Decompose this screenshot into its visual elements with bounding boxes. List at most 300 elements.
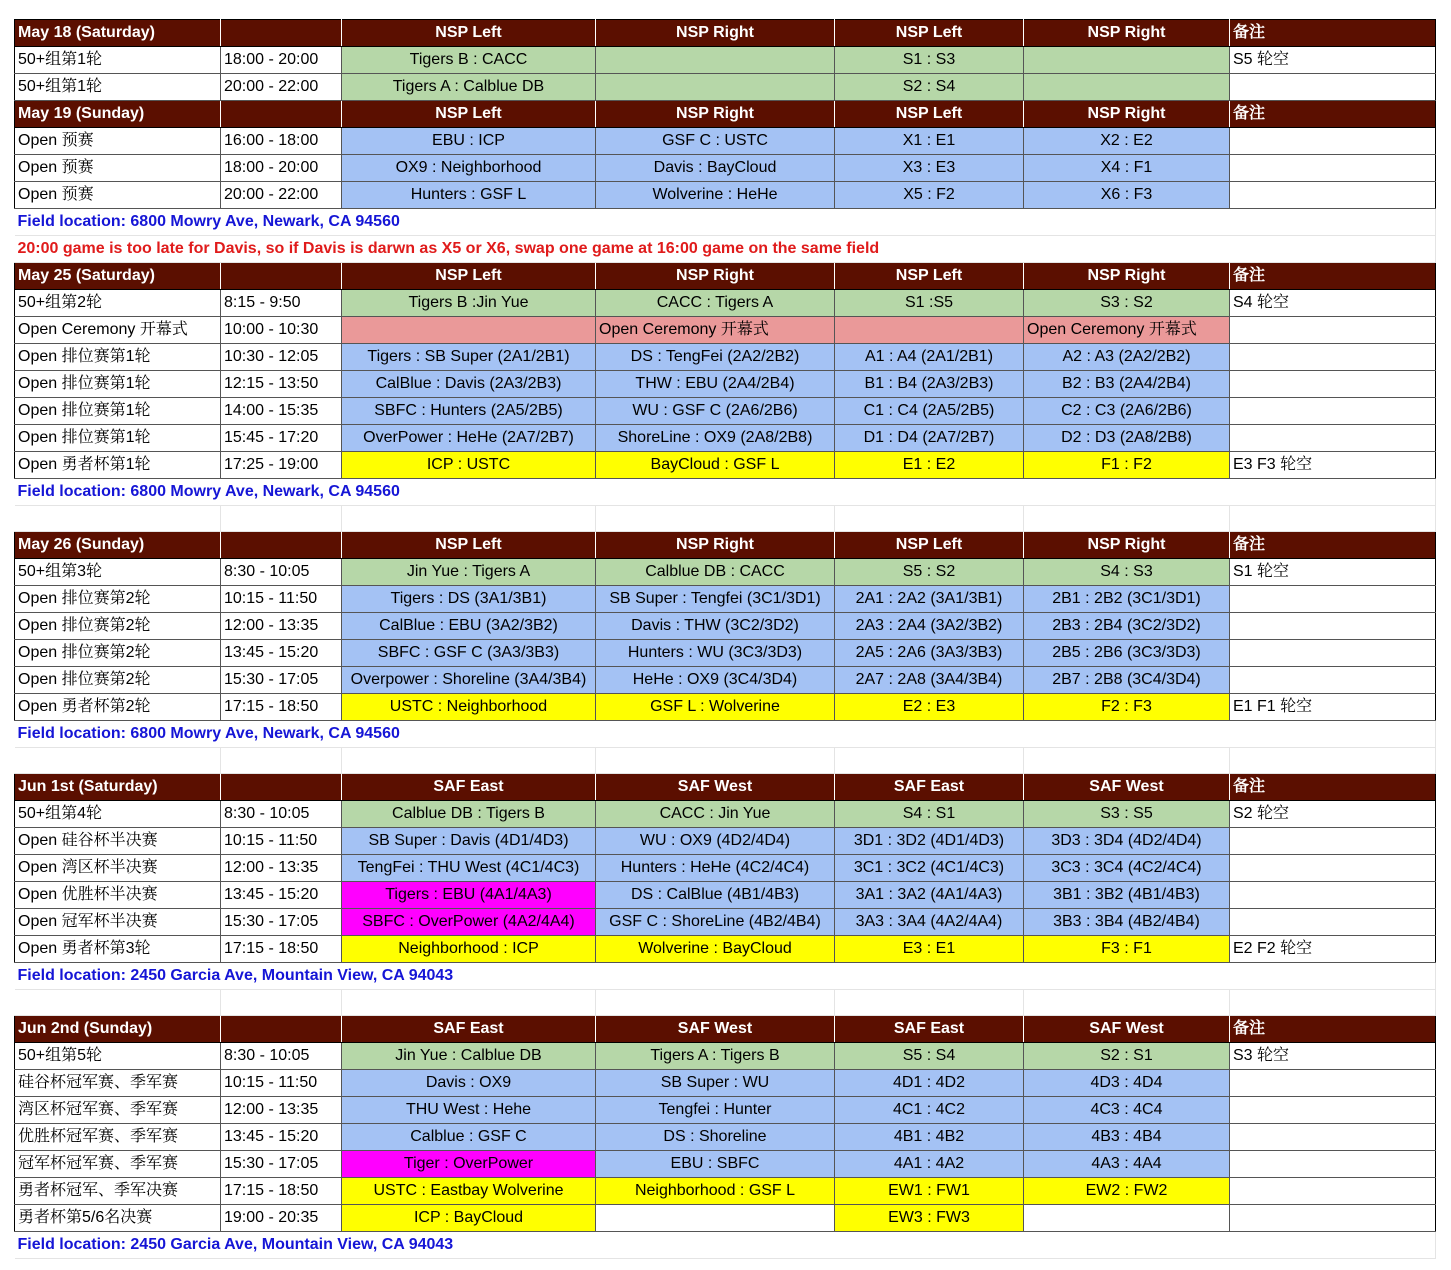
game-cell: DS : TengFei (2A2/2B2) (596, 344, 835, 371)
field-header: SAF West (596, 774, 835, 801)
field-header: SAF East (835, 1016, 1024, 1043)
game-cell: S4 : S3 (1024, 559, 1230, 586)
note-cell (1230, 828, 1436, 855)
time-cell: 18:00 - 20:00 (221, 155, 342, 182)
game-cell: Calblue : GSF C (342, 1124, 596, 1151)
field-header: NSP Left (835, 101, 1024, 128)
field-header: SAF East (342, 1016, 596, 1043)
time-cell: 16:00 - 18:00 (221, 128, 342, 155)
field-header: SAF West (1024, 774, 1230, 801)
field-header: NSP Right (1024, 263, 1230, 290)
game-cell: Calblue DB : Tigers B (342, 801, 596, 828)
time-cell: 19:00 - 20:35 (221, 1205, 342, 1232)
round-cell: Open 勇者杯第3轮 (15, 936, 221, 963)
match-row (15, 936, 1436, 963)
time-cell: 10:15 - 11:50 (221, 828, 342, 855)
field-header: SAF West (596, 1016, 835, 1043)
time-cell: 13:45 - 15:20 (221, 640, 342, 667)
match-row (15, 694, 1436, 721)
time-cell: 13:45 - 15:20 (221, 1124, 342, 1151)
match-row (15, 317, 1436, 344)
game-cell: F2 : F3 (1024, 694, 1230, 721)
game-cell: Hunters : HeHe (4C2/4C4) (596, 855, 835, 882)
day-title: Jun 2nd (Sunday) (15, 1016, 221, 1043)
match-row (15, 1043, 1436, 1070)
round-cell: 硅谷杯冠军赛、季军赛 (15, 1070, 221, 1097)
day-header-row (15, 774, 1436, 801)
note-cell: S1 轮空 (1230, 559, 1436, 586)
game-cell: SBFC : Hunters (2A5/2B5) (342, 398, 596, 425)
match-row (15, 344, 1436, 371)
field-location-text: Field location: 2450 Garcia Ave, Mountain View, CA 94043 (15, 1232, 1436, 1259)
empty-cell (596, 506, 835, 532)
match-row (15, 801, 1436, 828)
field-location-text: Field location: 2450 Garcia Ave, Mountain View, CA 94043 (15, 963, 1436, 990)
empty-cell (1024, 990, 1230, 1016)
empty-cell (342, 506, 596, 532)
game-cell: B1 : B4 (2A3/2B3) (835, 371, 1024, 398)
round-cell: Open 冠军杯半决赛 (15, 909, 221, 936)
game-cell: Tengfei : Hunter (596, 1097, 835, 1124)
time-cell: 10:30 - 12:05 (221, 344, 342, 371)
game-cell: Overpower : Shoreline (3A4/3B4) (342, 667, 596, 694)
notes-header: 备注 (1230, 263, 1436, 290)
round-cell: 湾区杯冠军赛、季军赛 (15, 1097, 221, 1124)
round-cell: Open 预赛 (15, 155, 221, 182)
field-header: NSP Left (342, 532, 596, 559)
field-header: NSP Right (596, 20, 835, 47)
round-cell: 勇者杯冠军、季军决赛 (15, 1178, 221, 1205)
game-cell: ICP : BayCloud (342, 1205, 596, 1232)
round-cell: Open 硅谷杯半决赛 (15, 828, 221, 855)
time-cell: 20:00 - 22:00 (221, 74, 342, 101)
match-row (15, 909, 1436, 936)
note-cell (1230, 317, 1436, 344)
empty-cell (1024, 748, 1230, 774)
game-cell: Neighborhood : GSF L (596, 1178, 835, 1205)
schedule-body (15, 20, 1436, 1259)
game-cell: DS : CalBlue (4B1/4B3) (596, 882, 835, 909)
note-cell (1230, 1178, 1436, 1205)
round-cell: Open 湾区杯半决赛 (15, 855, 221, 882)
time-cell: 15:30 - 17:05 (221, 909, 342, 936)
note-cell: E3 F3 轮空 (1230, 452, 1436, 479)
match-row (15, 586, 1436, 613)
match-row (15, 425, 1436, 452)
time-cell: 15:30 - 17:05 (221, 667, 342, 694)
empty-cell (342, 748, 596, 774)
schedule-table (14, 19, 1436, 1259)
game-cell: Davis : OX9 (342, 1070, 596, 1097)
game-cell: 2B5 : 2B6 (3C3/3D3) (1024, 640, 1230, 667)
time-cell: 12:00 - 13:35 (221, 1097, 342, 1124)
game-cell: S3 : S2 (1024, 290, 1230, 317)
game-cell: SB Super : WU (596, 1070, 835, 1097)
game-cell: 4B3 : 4B4 (1024, 1124, 1230, 1151)
note-cell: S2 轮空 (1230, 801, 1436, 828)
time-header (221, 774, 342, 801)
round-cell: Open 排位赛第1轮 (15, 398, 221, 425)
time-cell: 15:45 - 17:20 (221, 425, 342, 452)
game-cell: Neighborhood : ICP (342, 936, 596, 963)
day-title: May 26 (Sunday) (15, 532, 221, 559)
game-cell: GSF C : USTC (596, 128, 835, 155)
day-header-row (15, 263, 1436, 290)
field-location-row (15, 1232, 1436, 1259)
game-cell: SB Super : Davis (4D1/4D3) (342, 828, 596, 855)
field-header: SAF East (342, 774, 596, 801)
game-cell: A1 : A4 (2A1/2B1) (835, 344, 1024, 371)
round-cell: Open 勇者杯第1轮 (15, 452, 221, 479)
time-cell: 10:15 - 11:50 (221, 586, 342, 613)
game-cell: 4A1 : 4A2 (835, 1151, 1024, 1178)
notes-header: 备注 (1230, 20, 1436, 47)
field-header: NSP Left (835, 532, 1024, 559)
game-cell: SBFC : OverPower (4A2/4A4) (342, 909, 596, 936)
round-cell: Open 排位赛第1轮 (15, 371, 221, 398)
time-cell: 15:30 - 17:05 (221, 1151, 342, 1178)
round-cell: Open 预赛 (15, 182, 221, 209)
game-cell: 3A3 : 3A4 (4A2/4A4) (835, 909, 1024, 936)
game-cell: SB Super : Tengfei (3C1/3D1) (596, 586, 835, 613)
time-cell: 12:15 - 13:50 (221, 371, 342, 398)
match-row (15, 882, 1436, 909)
game-cell: Tigers : DS (3A1/3B1) (342, 586, 596, 613)
match-row (15, 1205, 1436, 1232)
game-cell: EW1 : FW1 (835, 1178, 1024, 1205)
time-cell: 14:00 - 15:35 (221, 398, 342, 425)
game-cell: 4A3 : 4A4 (1024, 1151, 1230, 1178)
round-cell: Open 排位赛第1轮 (15, 344, 221, 371)
game-cell: GSF L : Wolverine (596, 694, 835, 721)
field-header: NSP Left (835, 263, 1024, 290)
game-cell: X3 : E3 (835, 155, 1024, 182)
game-cell: Wolverine : BayCloud (596, 936, 835, 963)
notes-header: 备注 (1230, 532, 1436, 559)
round-cell: 50+组第4轮 (15, 801, 221, 828)
game-cell: 2B7 : 2B8 (3C4/3D4) (1024, 667, 1230, 694)
empty-cell (221, 748, 342, 774)
match-row (15, 559, 1436, 586)
game-cell: 2A3 : 2A4 (3A2/3B2) (835, 613, 1024, 640)
time-cell: 12:00 - 13:35 (221, 855, 342, 882)
match-row (15, 855, 1436, 882)
match-row (15, 1124, 1436, 1151)
match-row (15, 182, 1436, 209)
note-cell (1230, 74, 1436, 101)
field-header: NSP Left (342, 101, 596, 128)
game-cell: Calblue DB : CACC (596, 559, 835, 586)
spacer-row (15, 506, 1436, 532)
empty-cell (221, 506, 342, 532)
match-row (15, 828, 1436, 855)
note-cell (1230, 371, 1436, 398)
note-cell (1230, 344, 1436, 371)
game-cell: ICP : USTC (342, 452, 596, 479)
game-cell: X4 : F1 (1024, 155, 1230, 182)
time-cell: 12:00 - 13:35 (221, 613, 342, 640)
game-cell: Wolverine : HeHe (596, 182, 835, 209)
field-location-row (15, 209, 1436, 236)
note-cell (1230, 1124, 1436, 1151)
game-cell: WU : OX9 (4D2/4D4) (596, 828, 835, 855)
round-cell: 50+组第5轮 (15, 1043, 221, 1070)
game-cell: E3 : E1 (835, 936, 1024, 963)
match-row (15, 155, 1436, 182)
game-cell: 3B3 : 3B4 (4B2/4B4) (1024, 909, 1230, 936)
field-header: SAF East (835, 774, 1024, 801)
game-cell: A2 : A3 (2A2/2B2) (1024, 344, 1230, 371)
day-header-row (15, 101, 1436, 128)
day-title: Jun 1st (Saturday) (15, 774, 221, 801)
game-cell: DS : Shoreline (596, 1124, 835, 1151)
game-cell: USTC : Neighborhood (342, 694, 596, 721)
time-cell: 17:15 - 18:50 (221, 694, 342, 721)
game-cell: B2 : B3 (2A4/2B4) (1024, 371, 1230, 398)
empty-cell (1024, 506, 1230, 532)
game-cell: 3C3 : 3C4 (4C2/4C4) (1024, 855, 1230, 882)
time-cell: 17:15 - 18:50 (221, 1178, 342, 1205)
game-cell: BayCloud : GSF L (596, 452, 835, 479)
empty-cell (221, 990, 342, 1016)
game-cell: S1 : S3 (835, 47, 1024, 74)
field-header: NSP Left (342, 263, 596, 290)
game-cell: Open Ceremony 开幕式 (596, 317, 835, 344)
game-cell: 4C3 : 4C4 (1024, 1097, 1230, 1124)
game-cell: CACC : Tigers A (596, 290, 835, 317)
field-location-row (15, 721, 1436, 748)
field-header: NSP Right (1024, 101, 1230, 128)
game-cell (1024, 47, 1230, 74)
time-cell: 10:00 - 10:30 (221, 317, 342, 344)
round-cell: Open 排位赛第2轮 (15, 586, 221, 613)
note-cell (1230, 667, 1436, 694)
game-cell: TengFei : THU West (4C1/4C3) (342, 855, 596, 882)
field-location-row (15, 479, 1436, 506)
game-cell: C1 : C4 (2A5/2B5) (835, 398, 1024, 425)
game-cell: USTC : Eastbay Wolverine (342, 1178, 596, 1205)
game-cell: Davis : BayCloud (596, 155, 835, 182)
round-cell: 勇者杯第5/6名决赛 (15, 1205, 221, 1232)
game-cell: Tigers B :Jin Yue (342, 290, 596, 317)
game-cell: Tiger : OverPower (342, 1151, 596, 1178)
field-header: NSP Right (596, 532, 835, 559)
field-header: NSP Left (835, 20, 1024, 47)
time-cell: 20:00 - 22:00 (221, 182, 342, 209)
note-cell (1230, 155, 1436, 182)
game-cell: S3 : S5 (1024, 801, 1230, 828)
game-cell: S2 : S1 (1024, 1043, 1230, 1070)
game-cell: D1 : D4 (2A7/2B7) (835, 425, 1024, 452)
day-header-row (15, 20, 1436, 47)
game-cell: 4D3 : 4D4 (1024, 1070, 1230, 1097)
game-cell: S4 : S1 (835, 801, 1024, 828)
match-row (15, 1070, 1436, 1097)
field-header: SAF West (1024, 1016, 1230, 1043)
game-cell: THU West : Hehe (342, 1097, 596, 1124)
spacer-row (15, 748, 1436, 774)
note-cell: E1 F1 轮空 (1230, 694, 1436, 721)
empty-cell (15, 748, 221, 774)
day-title: May 19 (Sunday) (15, 101, 221, 128)
round-cell: Open 优胜杯半决赛 (15, 882, 221, 909)
note-cell (1230, 425, 1436, 452)
game-cell: OverPower : HeHe (2A7/2B7) (342, 425, 596, 452)
game-cell: CalBlue : Davis (2A3/2B3) (342, 371, 596, 398)
time-cell: 17:15 - 18:50 (221, 936, 342, 963)
game-cell: OX9 : Neighborhood (342, 155, 596, 182)
note-cell (1230, 613, 1436, 640)
round-cell: 50+组第3轮 (15, 559, 221, 586)
game-cell: C2 : C3 (2A6/2B6) (1024, 398, 1230, 425)
note-cell: S4 轮空 (1230, 290, 1436, 317)
empty-cell (835, 990, 1024, 1016)
game-cell: F3 : F1 (1024, 936, 1230, 963)
note-cell (1230, 398, 1436, 425)
game-cell: 3C1 : 3C2 (4C1/4C3) (835, 855, 1024, 882)
game-cell: Davis : THW (3C2/3D2) (596, 613, 835, 640)
note-cell (1230, 855, 1436, 882)
round-cell: Open 勇者杯第2轮 (15, 694, 221, 721)
game-cell: Tigers : EBU (4A1/4A3) (342, 882, 596, 909)
field-header: NSP Right (596, 263, 835, 290)
day-title: May 25 (Saturday) (15, 263, 221, 290)
match-row (15, 1178, 1436, 1205)
round-cell: Open 排位赛第2轮 (15, 667, 221, 694)
empty-cell (835, 748, 1024, 774)
notes-header: 备注 (1230, 1016, 1436, 1043)
time-cell: 10:15 - 11:50 (221, 1070, 342, 1097)
note-cell (1230, 1070, 1436, 1097)
note-cell (1230, 586, 1436, 613)
game-cell: 4B1 : 4B2 (835, 1124, 1024, 1151)
game-cell: Tigers : SB Super (2A1/2B1) (342, 344, 596, 371)
warning-row (15, 236, 1436, 263)
field-location-text: Field location: 6800 Mowry Ave, Newark, CA 94560 (15, 721, 1436, 748)
note-cell (1230, 128, 1436, 155)
round-cell: 优胜杯冠军赛、季军赛 (15, 1124, 221, 1151)
note-cell (1230, 882, 1436, 909)
empty-cell (1230, 506, 1436, 532)
game-cell: GSF C : ShoreLine (4B2/4B4) (596, 909, 835, 936)
empty-cell (15, 990, 221, 1016)
game-cell (596, 47, 835, 74)
game-cell: Tigers B : CACC (342, 47, 596, 74)
day-title: May 18 (Saturday) (15, 20, 221, 47)
game-cell: Tigers A : Tigers B (596, 1043, 835, 1070)
match-row (15, 1097, 1436, 1124)
game-cell: EBU : ICP (342, 128, 596, 155)
game-cell: 4D1 : 4D2 (835, 1070, 1024, 1097)
time-cell: 8:15 - 9:50 (221, 290, 342, 317)
game-cell: 3D1 : 3D2 (4D1/4D3) (835, 828, 1024, 855)
round-cell: Open 排位赛第1轮 (15, 425, 221, 452)
note-cell (1230, 1205, 1436, 1232)
round-cell: 50+组第1轮 (15, 74, 221, 101)
field-header: NSP Right (596, 101, 835, 128)
match-row (15, 640, 1436, 667)
empty-cell (1230, 748, 1436, 774)
game-cell: X5 : F2 (835, 182, 1024, 209)
day-header-row (15, 532, 1436, 559)
game-cell: X6 : F3 (1024, 182, 1230, 209)
time-cell: 8:30 - 10:05 (221, 1043, 342, 1070)
empty-cell (342, 990, 596, 1016)
game-cell: X1 : E1 (835, 128, 1024, 155)
game-cell: 3B1 : 3B2 (4B1/4B3) (1024, 882, 1230, 909)
game-cell: S5 : S4 (835, 1043, 1024, 1070)
field-location-row (15, 963, 1436, 990)
match-row (15, 290, 1436, 317)
game-cell: S2 : S4 (835, 74, 1024, 101)
note-cell (1230, 640, 1436, 667)
time-cell: 13:45 - 15:20 (221, 882, 342, 909)
round-cell: 50+组第1轮 (15, 47, 221, 74)
game-cell: S1 :S5 (835, 290, 1024, 317)
game-cell (596, 1205, 835, 1232)
game-cell: 2A1 : 2A2 (3A1/3B1) (835, 586, 1024, 613)
spacer-row (15, 990, 1436, 1016)
game-cell: 2B1 : 2B2 (3C1/3D1) (1024, 586, 1230, 613)
game-cell: D2 : D3 (2A8/2B8) (1024, 425, 1230, 452)
note-cell (1230, 182, 1436, 209)
game-cell: E2 : E3 (835, 694, 1024, 721)
round-cell: Open 排位赛第2轮 (15, 640, 221, 667)
game-cell: EW3 : FW3 (835, 1205, 1024, 1232)
round-cell: Open Ceremony 开幕式 (15, 317, 221, 344)
round-cell: Open 排位赛第2轮 (15, 613, 221, 640)
time-cell: 17:25 - 19:00 (221, 452, 342, 479)
game-cell: Open Ceremony 开幕式 (1024, 317, 1230, 344)
match-row (15, 128, 1436, 155)
note-cell (1230, 909, 1436, 936)
time-header (221, 101, 342, 128)
game-cell: Tigers A : Calblue DB (342, 74, 596, 101)
note-cell: S5 轮空 (1230, 47, 1436, 74)
note-cell: S3 轮空 (1230, 1043, 1436, 1070)
match-row (15, 371, 1436, 398)
game-cell: EBU : SBFC (596, 1151, 835, 1178)
field-location-text: Field location: 6800 Mowry Ave, Newark, CA 94560 (15, 479, 1436, 506)
game-cell: 2A5 : 2A6 (3A3/3B3) (835, 640, 1024, 667)
empty-cell (596, 748, 835, 774)
time-header (221, 532, 342, 559)
round-cell: 冠军杯冠军赛、季军赛 (15, 1151, 221, 1178)
note-cell: E2 F2 轮空 (1230, 936, 1436, 963)
game-cell: Jin Yue : Calblue DB (342, 1043, 596, 1070)
warning-text: 20:00 game is too late for Davis, so if Davis is darwn as X5 or X6, swap one game at 16:00 game on the same field (15, 236, 1436, 263)
game-cell: X2 : E2 (1024, 128, 1230, 155)
match-row (15, 74, 1436, 101)
round-cell: Open 预赛 (15, 128, 221, 155)
game-cell: EW2 : FW2 (1024, 1178, 1230, 1205)
note-cell (1230, 1151, 1436, 1178)
game-cell: 3A1 : 3A2 (4A1/4A3) (835, 882, 1024, 909)
match-row (15, 613, 1436, 640)
match-row (15, 667, 1436, 694)
day-header-row (15, 1016, 1436, 1043)
game-cell: HeHe : OX9 (3C4/3D4) (596, 667, 835, 694)
empty-cell (596, 990, 835, 1016)
field-header: NSP Right (1024, 20, 1230, 47)
game-cell (596, 74, 835, 101)
game-cell: E1 : E2 (835, 452, 1024, 479)
field-header: NSP Right (1024, 532, 1230, 559)
game-cell: THW : EBU (2A4/2B4) (596, 371, 835, 398)
match-row (15, 47, 1436, 74)
game-cell: WU : GSF C (2A6/2B6) (596, 398, 835, 425)
game-cell: CACC : Jin Yue (596, 801, 835, 828)
